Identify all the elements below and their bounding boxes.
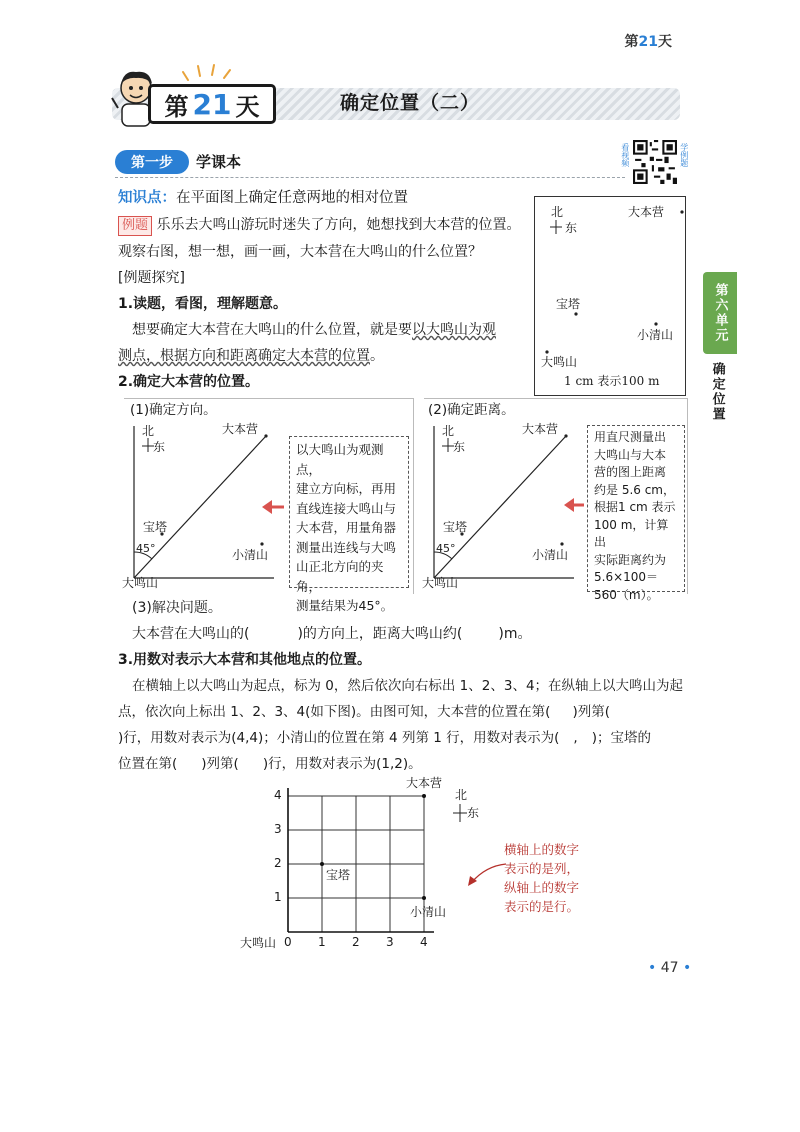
unit-topic: 确定位置 bbox=[709, 362, 725, 422]
page-number: • 47 • bbox=[648, 960, 692, 976]
red-arrow-icon bbox=[564, 498, 584, 512]
step3-line-1: 在横轴上以大鸣山为起点，标为 0，然后依次向右标出 1、2、3、4；在纵轴上以大鸣山为起 bbox=[132, 678, 684, 694]
example-line-2: 观察右图，想一想，画一画，大本营在大鸣山的什么位置？ bbox=[118, 244, 482, 260]
direction-note: 以大鸣山为观测点， 建立方向标，再用 直线连接大鸣山与 大本营，用量角器 测量出连线与大鸣 山正北方向的夹角， 测量结果为45°。 bbox=[289, 436, 409, 588]
grid-base-label: 大本营 bbox=[406, 776, 443, 790]
sparkle-icon bbox=[178, 62, 238, 84]
grid-east: 东 bbox=[467, 806, 480, 820]
dir-mingshan: 大鸣山 bbox=[122, 576, 159, 590]
red-arrow-icon bbox=[262, 500, 284, 514]
dist-angle: 45° bbox=[436, 542, 456, 555]
step-subtitle: 学课本 bbox=[196, 153, 242, 171]
direction-subtitle: (1)确定方向。 bbox=[130, 402, 217, 418]
dir-angle: 45° bbox=[136, 542, 156, 555]
qr-label-left: 看视频 bbox=[620, 143, 630, 167]
base-point bbox=[680, 210, 683, 213]
step-badge: 第一步 bbox=[115, 150, 189, 174]
dir-tower: 宝塔 bbox=[143, 520, 168, 534]
step1-line-2: 测点，根据方向和距离确定大本营的位置。 bbox=[118, 348, 384, 364]
x-tick-1: 1 bbox=[318, 935, 326, 949]
y-tick-4: 4 bbox=[274, 788, 282, 802]
distance-note: 用直尺测量出 大鸣山与大本 营的图上距离 约是 5.6 cm， 根据1 cm 表示 100 m，计算出 实际距离约为 5.6×100＝ 560（m）。 bbox=[587, 425, 685, 592]
y-tick-3: 3 bbox=[274, 822, 282, 836]
qr-code-icon[interactable] bbox=[633, 140, 677, 184]
step2-title: 2.确定大本营的位置。 bbox=[118, 374, 260, 390]
y-tick-2: 2 bbox=[274, 856, 282, 870]
map-tower-label: 宝塔 bbox=[556, 297, 581, 311]
dist-north: 北 bbox=[442, 424, 455, 438]
mingshan-point bbox=[545, 350, 548, 353]
x-tick-3: 3 bbox=[386, 935, 394, 949]
map-scale: 1 cm 表示100 m bbox=[564, 374, 660, 388]
step-divider bbox=[115, 177, 625, 178]
knowledge-point: 知识点：在平面图上确定任意两地的相对位置 bbox=[118, 190, 408, 206]
qr-label-right: 学例题 bbox=[679, 143, 689, 167]
dist-tower: 宝塔 bbox=[443, 520, 468, 534]
example-tag: 例题 bbox=[118, 216, 152, 236]
tower-point bbox=[574, 312, 577, 315]
dist-qingshan: 小清山 bbox=[532, 548, 569, 562]
example-explore: [例题探究] bbox=[118, 270, 185, 286]
step3-line-3: )行，用数对表示为(4,4)；小清山的位置在第 4 列第 1 行，用数对表示为( , )；宝塔的 bbox=[118, 730, 651, 746]
day-badge: 第 21 天 bbox=[148, 84, 276, 124]
x-tick-4: 4 bbox=[420, 935, 428, 949]
step3-line-2: 点，依次向上标出 1、2、3、4(如下图)。由图可知，大本营的位置在第( )列第( bbox=[118, 704, 610, 720]
unit-tab[interactable]: 第六单元 bbox=[703, 272, 737, 354]
distance-diagram bbox=[424, 420, 584, 590]
grid-note: 横轴上的数字 表示的是列， 纵轴上的数字 表示的是行。 bbox=[504, 842, 580, 914]
header-day-label: 第21天 bbox=[624, 34, 672, 50]
map-qingshan-label: 小清山 bbox=[637, 328, 674, 342]
dir-qingshan: 小清山 bbox=[232, 548, 269, 562]
step1-title: 1.读题，看图，理解题意。 bbox=[118, 296, 288, 312]
map-east: 东 bbox=[565, 221, 578, 235]
dir-east: 东 bbox=[153, 440, 166, 454]
dist-base: 大本营 bbox=[522, 422, 559, 436]
grid-tower-label: 宝塔 bbox=[326, 868, 351, 882]
y-tick-1: 1 bbox=[274, 890, 282, 904]
dist-east: 东 bbox=[453, 440, 466, 454]
step1-line-1: 想要确定大本营在大鸣山的什么位置，就是要以大鸣山为观 bbox=[132, 322, 496, 338]
step3-title: 3.用数对表示大本营和其他地点的位置。 bbox=[118, 652, 372, 668]
grid-qingshan-label: 小清山 bbox=[410, 905, 447, 919]
x-tick-2: 2 bbox=[352, 935, 360, 949]
example-line-1: 例题 乐乐去大鸣山游玩时迷失了方向，她想找到大本营的位置。 bbox=[118, 216, 520, 236]
grid-north: 北 bbox=[455, 788, 468, 802]
distance-subtitle: (2)确定距离。 bbox=[428, 402, 515, 418]
direction-diagram bbox=[124, 420, 284, 590]
qingshan-point bbox=[654, 322, 657, 325]
dir-north: 北 bbox=[142, 424, 155, 438]
map-north: 北 bbox=[551, 205, 564, 219]
x-tick-0: 0 bbox=[284, 935, 292, 949]
curved-arrow-icon bbox=[464, 860, 508, 890]
solve-title: (3)解决问题。 bbox=[132, 600, 222, 616]
step3-line-4: 位置在第( )列第( )行，用数对表示为(1,2)。 bbox=[118, 756, 422, 772]
dist-mingshan: 大鸣山 bbox=[422, 576, 459, 590]
map-mingshan-label: 大鸣山 bbox=[541, 355, 578, 369]
map-base-label: 大本营 bbox=[628, 205, 665, 219]
grid-origin-label: 大鸣山 bbox=[240, 936, 277, 950]
dir-base: 大本营 bbox=[222, 422, 259, 436]
solve-sentence: 大本营在大鸣山的( )的方向上，距离大鸣山约( )m。 bbox=[132, 626, 532, 642]
page-title: 确定位置（二） bbox=[340, 92, 481, 114]
